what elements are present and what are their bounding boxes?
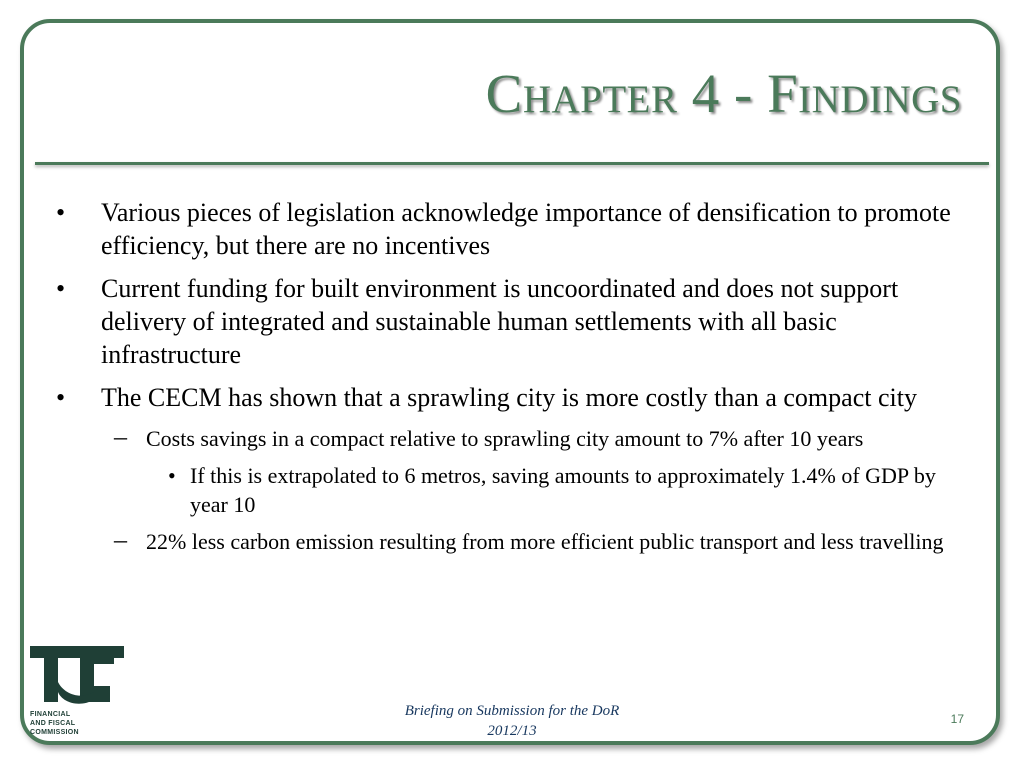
bullet-text: Current funding for built environment is uncoordinated and does not support delivery of integrated and sustainable human settlements with all basic infrastructure [101, 274, 899, 369]
bullet-item [56, 196, 976, 262]
bullet-text: Various pieces of legislation acknowledge importance of densification to promote efficiency, but there are no incentives [101, 198, 951, 260]
slide-footer [340, 701, 684, 741]
sub-sub-bullet-item [56, 461, 976, 519]
page-number: 17 [950, 712, 964, 726]
slide-content [56, 196, 976, 564]
bullet-glyph: • [56, 383, 66, 412]
sub-bullet-text: Costs savings in a compact relative to sprawling city amount to 7% after 10 years [146, 426, 864, 451]
bullet-glyph: • [56, 274, 66, 303]
logo-line: COMMISSION [30, 729, 79, 736]
logo-line: FINANCIAL [30, 711, 71, 718]
dash-glyph: – [114, 525, 127, 554]
bullet-list [56, 196, 976, 556]
footer-line-1: Briefing on Submission for the DoR [404, 703, 620, 719]
title-divider [35, 162, 989, 165]
bullet-glyph: • [168, 463, 176, 488]
logo-wordmark [30, 710, 79, 737]
slide-title: Chapter 4 - Findings [485, 63, 962, 124]
bullet-glyph: • [56, 198, 66, 227]
bullet-item [56, 272, 976, 371]
footer-line-2: 2012/13 [487, 723, 537, 739]
logo-line: AND FISCAL [30, 720, 76, 727]
sub-bullet-item [56, 424, 976, 453]
bullet-text: The CECM has shown that a sprawling city is more costly than a compact city [101, 383, 917, 412]
sub-bullet-text: 22% less carbon emission resulting from more efficient public transport and less travelling [146, 529, 944, 554]
sub-bullet-item [56, 527, 976, 556]
bullet-item [56, 381, 976, 414]
sub-sub-bullet-text: If this is extrapolated to 6 metros, saving amounts to approximately 1.4% of GDP by year 10 [190, 463, 936, 517]
dash-glyph: – [114, 422, 127, 451]
